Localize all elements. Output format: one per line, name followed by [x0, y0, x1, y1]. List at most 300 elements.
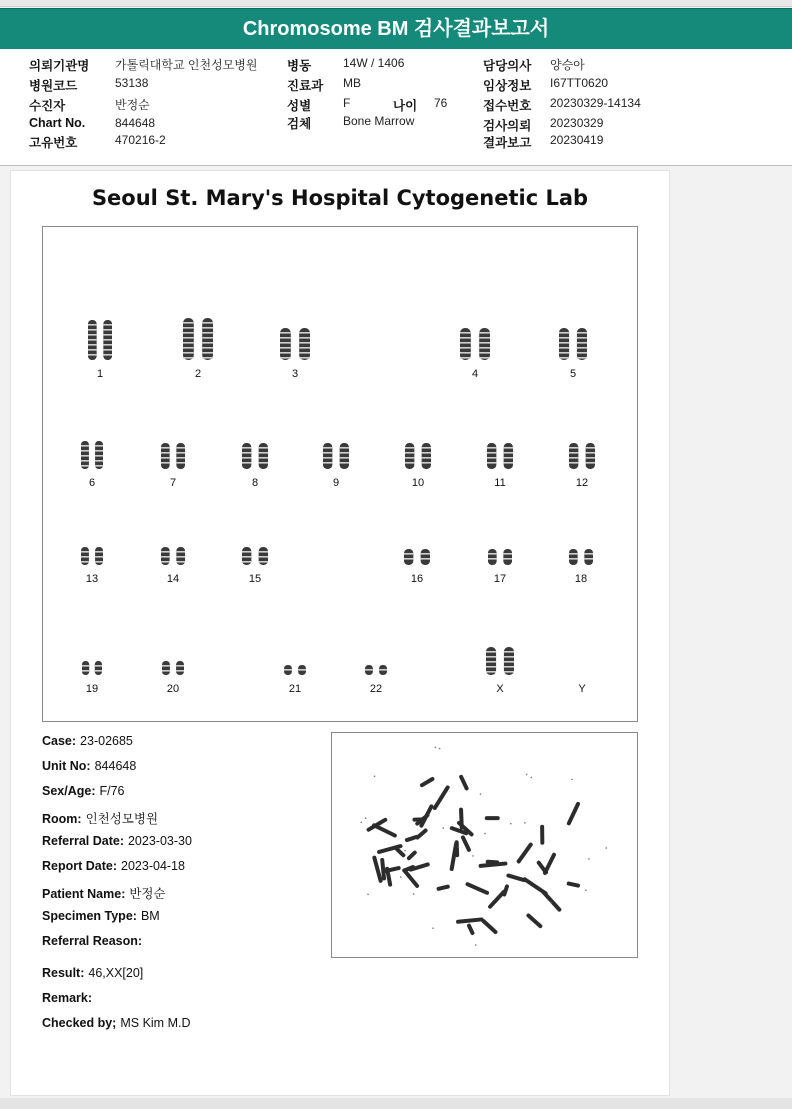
chromosome-band — [422, 462, 431, 464]
metaphase-chromosome — [382, 860, 384, 878]
chromosome-pair-13 — [81, 547, 103, 565]
chromosome-band — [504, 651, 514, 653]
background-speck — [475, 944, 477, 946]
background-speck — [442, 827, 444, 829]
chromosome-pair-18 — [569, 549, 593, 565]
chromosome-band — [242, 447, 251, 449]
chromosome-label-1: 1 — [96, 368, 104, 380]
background-speck — [367, 893, 369, 895]
chromosome-band — [183, 352, 194, 354]
chromosome-band — [161, 452, 170, 454]
window-bottom-edge — [0, 1098, 792, 1109]
info-value-request-date: 20230329 — [550, 116, 604, 130]
chromosome-band — [95, 465, 103, 467]
chromosome-band — [176, 447, 185, 449]
background-speck — [413, 893, 415, 895]
chromosome-band — [379, 669, 387, 671]
chromosome-band — [460, 357, 471, 359]
chromosome-band — [202, 322, 213, 324]
field-sex-age-label: Sex/Age: — [42, 784, 96, 798]
chromosome-band — [299, 337, 310, 339]
chromosome-band — [183, 342, 194, 344]
chromatid-10-1 — [405, 443, 414, 469]
background-speck — [435, 747, 437, 749]
chromosome-label-5: 5 — [569, 368, 577, 380]
metaphase-spread-graphic — [332, 733, 637, 957]
chromosome-label-y: Y — [578, 683, 586, 695]
chromosome-band — [81, 561, 89, 563]
chromosome-band — [81, 551, 89, 553]
field-report-date-value: 2023-04-18 — [121, 859, 185, 873]
lab-title: Seoul St. Mary's Hospital Cytogenetic Lab — [91, 186, 589, 210]
background-speck — [458, 846, 460, 848]
chromosome-label-18: 18 — [574, 573, 588, 585]
chromosome-pair-8 — [242, 443, 268, 469]
chromosome-band — [95, 455, 103, 457]
chromosome-pair-x — [486, 647, 514, 675]
background-speck — [571, 779, 573, 781]
chromosome-band — [577, 337, 587, 339]
field-referral-reason — [42, 934, 146, 948]
chromosome-band — [95, 445, 103, 447]
field-checked-by-value: MS Kim M.D — [120, 1016, 191, 1030]
chromatid-16-2 — [421, 549, 430, 565]
chromosome-pair-6 — [81, 441, 103, 469]
chromosome-label-20: 20 — [166, 683, 180, 695]
chromosome-band — [405, 447, 414, 449]
chromosome-pair-19 — [82, 661, 102, 675]
field-result-value: 46,XX[20] — [88, 966, 144, 980]
background-speck — [550, 902, 552, 904]
chromosome-band — [504, 457, 513, 459]
chromosome-label-11: 11 — [494, 477, 506, 489]
background-speck — [605, 847, 607, 849]
info-value-sex: F — [343, 96, 351, 110]
chromosome-band — [569, 457, 578, 459]
chromosome-band — [299, 347, 310, 349]
info-label-sex: 성별 — [287, 99, 312, 113]
info-value-unique-no: 470216-2 — [115, 133, 166, 147]
background-speck — [524, 822, 526, 824]
chromosome-band — [81, 460, 89, 462]
chromosome-pair-11 — [487, 443, 513, 469]
chromosome-band — [460, 347, 471, 349]
chromosome-band — [95, 450, 103, 452]
info-value-ward: 14W / 1406 — [343, 56, 405, 70]
chromatid-8-1 — [242, 443, 251, 469]
background-speck — [404, 850, 406, 852]
chromatid-12-2 — [586, 443, 595, 469]
chromosome-label-6: 6 — [88, 477, 96, 489]
metaphase-chromosome — [439, 887, 448, 889]
chromosome-band — [183, 322, 194, 324]
chromosome-band — [176, 457, 185, 459]
chromosome-band — [88, 334, 97, 336]
chromosome-pair-7 — [161, 443, 185, 469]
field-unit-no-value: 844648 — [94, 759, 137, 773]
field-referral-date-label: Referral Date: — [42, 834, 124, 848]
background-speck — [526, 774, 528, 776]
chromosome-band — [299, 352, 310, 354]
chromosome-band — [405, 462, 414, 464]
chromosome-band — [161, 462, 170, 464]
chromosome-band — [202, 357, 213, 359]
chromatid-17-2 — [503, 549, 512, 565]
field-checked-by — [42, 1016, 190, 1030]
field-unit-no-label: Unit No: — [42, 759, 91, 773]
metaphase-chromosome — [490, 892, 504, 907]
chromosome-band — [487, 447, 496, 449]
chromatid-2-2 — [202, 318, 213, 360]
chromosome-band — [259, 551, 268, 553]
chromosome-band — [569, 452, 578, 454]
chromosome-band — [95, 561, 103, 563]
chromosome-band — [577, 347, 587, 349]
chromosome-band — [259, 556, 268, 558]
chromosome-band — [586, 457, 595, 459]
chromosome-pair-5 — [559, 328, 587, 360]
chromosome-band — [280, 332, 291, 334]
info-label-specimen: 검체 — [287, 117, 312, 131]
field-unit-no — [42, 759, 136, 773]
chromosome-band — [202, 352, 213, 354]
info-value-patient: 반정순 — [115, 98, 150, 112]
chromosome-band — [103, 354, 112, 356]
metaphase-chromosome — [463, 837, 469, 849]
info-label-doctor: 담당의사 — [483, 59, 532, 73]
metaphase-chromosome — [458, 919, 481, 921]
field-case — [42, 734, 133, 748]
field-patient-name-label: Patient Name: — [42, 887, 126, 901]
chromosome-band — [559, 342, 569, 344]
metaphase-chromosome — [467, 884, 487, 893]
chromosome-band — [460, 342, 471, 344]
chromosome-label-22: 22 — [369, 683, 383, 695]
chromosome-band — [81, 445, 89, 447]
chromosome-label-4: 4 — [471, 368, 479, 380]
chromosome-band — [487, 452, 496, 454]
metaphase-chromosome — [543, 892, 559, 910]
chromosome-band — [95, 670, 102, 672]
background-speck — [510, 823, 512, 825]
chromosome-band — [323, 462, 332, 464]
chromosome-pair-15 — [242, 547, 268, 565]
field-result-label: Result: — [42, 966, 85, 980]
chromosome-band — [183, 337, 194, 339]
chromosome-band — [162, 670, 170, 672]
background-speck — [472, 855, 474, 857]
metaphase-chromosome — [422, 779, 432, 785]
chromosome-label-12: 12 — [575, 477, 589, 489]
metaphase-chromosome — [461, 777, 466, 789]
chromosome-label-19: 19 — [85, 683, 99, 695]
chromosome-band — [577, 342, 587, 344]
chromosome-band — [82, 670, 89, 672]
info-value-specimen: Bone Marrow — [343, 114, 415, 128]
field-sex-age-value: F/76 — [99, 784, 125, 798]
chromatid-8-2 — [259, 443, 268, 469]
background-speck — [374, 775, 376, 777]
info-label-unique-no: 고유번호 — [29, 136, 78, 150]
field-patient-name — [42, 884, 166, 902]
field-referral-date — [42, 834, 192, 848]
chromosome-band — [504, 462, 513, 464]
chromosome-band — [183, 327, 194, 329]
chromatid-9-1 — [323, 443, 332, 469]
field-referral-date-value: 2023-03-30 — [127, 834, 192, 848]
metaphase-chromosome — [488, 862, 497, 863]
field-result — [42, 966, 143, 980]
chromosome-band — [365, 669, 373, 671]
metaphase-chromosome — [404, 870, 417, 886]
chromosome-label-16: 16 — [410, 573, 424, 585]
chromosome-band — [259, 452, 268, 454]
chromosome-pair-10 — [405, 443, 431, 469]
chromosome-band — [280, 337, 291, 339]
info-value-clinical-info: I67TT0620 — [550, 76, 609, 90]
info-value-hospital-code: 53138 — [115, 76, 149, 90]
chromatid-11-1 — [487, 443, 496, 469]
chromosome-band — [422, 457, 431, 459]
chromosome-band — [503, 553, 512, 555]
chromatid-10-2 — [422, 443, 431, 469]
field-checked-by-label: Checked by; — [42, 1016, 117, 1030]
metaphase-chromosome — [569, 804, 578, 823]
metaphase-chromosome — [461, 810, 462, 828]
chromosome-band — [504, 671, 514, 673]
chromosome-band — [405, 452, 414, 454]
background-speck — [400, 876, 402, 878]
chromatid-11-2 — [504, 443, 513, 469]
window-top-edge — [0, 0, 792, 7]
chromosome-band — [103, 339, 112, 341]
chromosome-band — [577, 332, 587, 334]
chromosome-label-17: 17 — [493, 573, 507, 585]
chromosome-band — [586, 452, 595, 454]
field-referral-reason-label: Referral Reason: — [42, 934, 143, 948]
field-report-date — [42, 859, 185, 873]
info-label-patient: 수진자 — [29, 99, 66, 113]
chromosome-band — [488, 553, 497, 555]
metaphase-chromosome — [396, 848, 403, 855]
chromosome-band — [503, 558, 512, 560]
chromatid-18-2 — [584, 549, 593, 565]
chromosome-band — [95, 665, 102, 667]
chromosome-band — [559, 332, 569, 334]
chromatid-18-1 — [569, 549, 578, 565]
chromosome-label-7: 7 — [169, 477, 177, 489]
chromosome-band — [280, 357, 291, 359]
background-speck — [531, 777, 533, 779]
chromosome-band — [242, 561, 251, 563]
chromosome-band — [103, 329, 112, 331]
field-specimen-type-value: BM — [140, 909, 160, 923]
chromosome-band — [577, 352, 587, 354]
chromosome-band — [586, 447, 595, 449]
chromosome-band — [422, 452, 431, 454]
background-speck — [365, 817, 367, 819]
chromatid-17-1 — [488, 549, 497, 565]
chromosome-band — [559, 347, 569, 349]
field-remark — [42, 991, 96, 1005]
chromosome-band — [479, 357, 490, 359]
chromosome-band — [340, 447, 349, 449]
chromosome-band — [95, 460, 103, 462]
chromosome-band — [460, 352, 471, 354]
chromosome-band — [487, 457, 496, 459]
chromosome-band — [569, 558, 578, 560]
chromosome-band — [479, 332, 490, 334]
info-value-receipt-no: 20230329-14134 — [550, 96, 641, 110]
chromosome-band — [299, 357, 310, 359]
chromosome-band — [404, 553, 413, 555]
info-value-report-date: 20230419 — [550, 133, 604, 147]
chromosome-band — [81, 450, 89, 452]
chromosome-band — [486, 671, 496, 673]
chromosome-band — [103, 344, 112, 346]
chromatid-19-2 — [95, 661, 102, 675]
chromosome-band — [405, 457, 414, 459]
chromosome-band — [81, 556, 89, 558]
chromosome-band — [176, 551, 185, 553]
chromosome-pair-22 — [365, 665, 387, 675]
chromosome-band — [183, 347, 194, 349]
chromosome-band — [323, 452, 332, 454]
chromosome-band — [577, 357, 587, 359]
field-specimen-type — [42, 909, 160, 923]
field-room-value: 인천성모병원 — [85, 812, 159, 826]
chromosome-band — [299, 342, 310, 344]
info-label-report-date: 결과보고 — [483, 136, 532, 150]
chromosome-band — [95, 556, 103, 558]
chromosome-band — [95, 551, 103, 553]
chromosome-band — [504, 661, 514, 663]
chromatid-9-2 — [340, 443, 349, 469]
chromosome-band — [259, 561, 268, 563]
metaphase-chromosome — [569, 884, 578, 886]
chromosome-band — [569, 462, 578, 464]
background-speck — [588, 858, 590, 860]
chromosome-band — [259, 462, 268, 464]
chromosome-band — [162, 665, 170, 667]
chromatid-20-1 — [162, 661, 170, 675]
chromosome-band — [176, 670, 184, 672]
chromosome-band — [81, 465, 89, 467]
chromosome-label-x: X — [496, 683, 504, 695]
chromosome-band — [242, 457, 251, 459]
chromosome-band — [340, 457, 349, 459]
chromosome-band — [202, 342, 213, 344]
chromosome-band — [259, 447, 268, 449]
chromosome-pair-9 — [323, 443, 349, 469]
chromosome-band — [323, 447, 332, 449]
background-speck — [432, 927, 434, 929]
info-label-hospital-code: 병원코드 — [29, 79, 78, 93]
chromosome-band — [176, 452, 185, 454]
chromosome-band — [486, 661, 496, 663]
chromosome-band — [584, 553, 593, 555]
chromosome-pair-17 — [488, 549, 512, 565]
info-value-age: 76 — [434, 96, 448, 110]
report-banner-title: Chromosome BM 검사결과보고서 — [0, 8, 792, 50]
chromosome-band — [422, 447, 431, 449]
field-patient-name-value: 반정순 — [129, 887, 166, 901]
background-speck — [439, 748, 441, 750]
field-remark-label: Remark: — [42, 991, 93, 1005]
metaphase-chromosome — [435, 787, 448, 808]
chromosome-band — [479, 347, 490, 349]
background-speck — [484, 833, 486, 835]
info-label-clinical-info: 임상정보 — [483, 79, 532, 93]
chromosome-band — [559, 337, 569, 339]
metaphase-chromosome — [374, 858, 380, 881]
metaphase-chromosome — [539, 863, 546, 873]
info-label-request-date: 검사의뢰 — [483, 119, 532, 133]
chromosome-band — [504, 666, 514, 668]
chromosome-band — [421, 553, 430, 555]
chromosome-pair-2 — [183, 318, 213, 360]
info-value-chart-no: 844648 — [115, 116, 156, 130]
chromosome-band — [504, 452, 513, 454]
chromosome-band — [280, 347, 291, 349]
chromatid-16-1 — [404, 549, 413, 565]
chromosome-pair-21 — [284, 665, 306, 675]
chromatid-19-1 — [82, 661, 89, 675]
patient-info-panel — [0, 49, 792, 166]
chromosome-pair-3 — [280, 328, 310, 360]
field-room-label: Room: — [42, 812, 82, 826]
chromosome-band — [88, 324, 97, 326]
chromosome-band — [81, 455, 89, 457]
chromatid-2-1 — [183, 318, 194, 360]
metaphase-chromosome — [519, 845, 531, 862]
field-sex-age — [42, 784, 125, 798]
chromatid-7-1 — [161, 443, 170, 469]
chromosome-band — [88, 344, 97, 346]
field-case-value: 23-02685 — [80, 734, 133, 748]
metaphase-chromosome — [409, 853, 415, 859]
info-label-ward: 병동 — [287, 59, 312, 73]
chromosome-band — [161, 561, 170, 563]
chromosome-band — [488, 558, 497, 560]
chromosome-band — [82, 665, 89, 667]
chromosome-band — [183, 332, 194, 334]
chromosome-label-10: 10 — [411, 477, 425, 489]
field-specimen-type-label: Specimen Type: — [42, 909, 137, 923]
info-label-institution: 의뢰기관명 — [29, 59, 90, 73]
chromosome-band — [88, 339, 97, 341]
chromosome-label-8: 8 — [251, 477, 259, 489]
chromosome-band — [242, 551, 251, 553]
chromatid-12-1 — [569, 443, 578, 469]
chromosome-band — [88, 354, 97, 356]
metaphase-chromosome — [483, 921, 495, 932]
karyogram-image — [42, 226, 638, 722]
chromosome-band — [340, 452, 349, 454]
chromosome-band — [487, 462, 496, 464]
chromosome-band — [486, 666, 496, 668]
metaphase-chromosome — [469, 926, 472, 933]
chromosome-band — [176, 556, 185, 558]
chromosome-band — [176, 462, 185, 464]
chromosome-band — [161, 556, 170, 558]
chromosome-label-21: 21 — [288, 683, 302, 695]
info-value-doctor: 양승아 — [550, 58, 585, 72]
chromosome-pair-12 — [569, 443, 595, 469]
chromosome-band — [280, 342, 291, 344]
chromosome-band — [280, 352, 291, 354]
chromosome-band — [479, 342, 490, 344]
